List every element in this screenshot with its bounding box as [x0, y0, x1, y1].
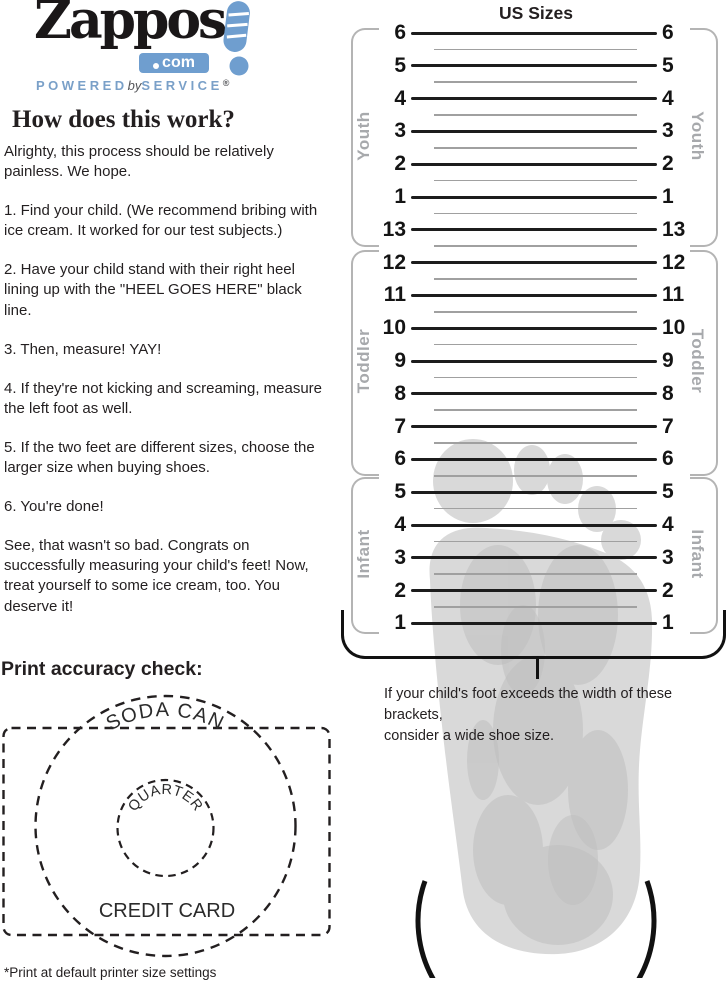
size-number-right-15: 4 [662, 513, 674, 536]
section-label-right-toddler: Toddler [688, 328, 707, 394]
size-line-4 [411, 524, 657, 527]
size-line-10 [411, 327, 657, 330]
wide-size-brace [341, 610, 726, 659]
size-number-right-8: 11 [662, 283, 685, 307]
size-number-left-16: 3 [394, 545, 406, 569]
half-size-line-8 [434, 311, 637, 313]
size-line-2 [411, 163, 657, 166]
print-accuracy-graphic [0, 680, 345, 980]
size-number-left-10: 9 [394, 349, 406, 372]
size-number-left-6: 13 [382, 217, 406, 241]
size-number-left-11: 8 [394, 381, 406, 405]
size-number-right-2: 4 [662, 86, 674, 110]
size-number-right-6: 13 [662, 217, 686, 241]
intro-paragraph-1: Alrighty, this process should be relatively painless. We hope. [4, 143, 274, 181]
second-toe [514, 445, 550, 495]
size-line-7 [411, 425, 657, 428]
size-number-right-13: 6 [662, 447, 674, 471]
dotcom-text: com [162, 54, 195, 71]
size-number-right-10: 9 [662, 349, 674, 372]
size-number-left-0: 6 [394, 21, 406, 44]
intro-paragraph-5: 4. If they're not kicking and screaming, measure the left foot as well. [4, 379, 323, 417]
size-number-left-9: 10 [382, 316, 406, 340]
size-number-left-1: 5 [394, 53, 406, 77]
half-size-line-6 [434, 245, 637, 247]
half-size-line-10 [434, 377, 637, 379]
size-line-1 [411, 196, 657, 199]
size-number-right-9: 10 [662, 316, 686, 340]
half-size-line-12 [434, 442, 637, 444]
ruler-title: US Sizes [499, 3, 573, 23]
half-size-line-11 [434, 409, 637, 411]
half-size-line-9 [434, 344, 637, 346]
size-number-left-15: 4 [394, 513, 406, 536]
tagline-powered: POWERED [36, 78, 128, 93]
size-number-left-13: 6 [394, 447, 406, 471]
half-size-line-15 [434, 541, 637, 543]
size-line-2 [411, 589, 657, 592]
size-number-left-12: 7 [394, 414, 406, 438]
intro-paragraph-8: See, that wasn't so bad. Congrats on successfully measuring your child's feet! Now, treat yourself to some ice cream, too. You deserve it! [4, 537, 309, 615]
half-size-line-0 [434, 49, 637, 51]
heel-arc-line [418, 881, 654, 978]
size-number-right-11: 8 [662, 381, 674, 405]
section-label-left-toddler: Toddler [354, 328, 373, 394]
half-size-line-4 [434, 180, 637, 182]
size-number-left-17: 2 [394, 578, 406, 602]
half-size-line-2 [434, 114, 637, 116]
intro-paragraph-4: 3. Then, measure! YAY! [4, 340, 162, 358]
size-number-left-5: 1 [394, 185, 406, 208]
size-line-9 [411, 360, 657, 363]
intro-paragraph-6: 5. If the two feet are different sizes, choose the larger size when buying shoes. [4, 438, 315, 477]
size-number-right-12: 7 [662, 414, 674, 438]
tagline-by: by [127, 78, 142, 93]
half-size-line-16 [434, 573, 637, 575]
size-number-left-3: 3 [394, 119, 406, 143]
size-number-right-0: 6 [662, 21, 674, 44]
size-number-right-7: 12 [662, 250, 686, 274]
third-toe [547, 454, 583, 504]
heel-goes-here-label [439, 977, 634, 978]
section-label-right-youth: Youth [688, 110, 707, 161]
size-number-right-5: 1 [662, 185, 674, 208]
size-line-5 [411, 491, 657, 494]
size-number-right-17: 2 [662, 578, 674, 602]
size-number-left-14: 5 [394, 480, 406, 504]
size-number-left-4: 2 [394, 152, 406, 176]
size-number-left-7: 12 [382, 250, 406, 274]
half-size-line-13 [434, 475, 637, 477]
intro-paragraph-2: 1. Find your child. (We recommend bribing with ice cream. It worked for our test subjects.) [4, 202, 318, 240]
section-label-left-youth: Youth [354, 110, 373, 161]
big-toe [433, 439, 513, 523]
section-label-left-infant: Infant [354, 528, 373, 579]
intro-paragraphs [4, 142, 326, 636]
quarter-label: QUARTER [125, 781, 206, 815]
size-line-6 [411, 458, 657, 461]
size-line-8 [411, 392, 657, 395]
size-line-5 [411, 64, 657, 67]
size-line-12 [411, 261, 657, 264]
size-number-right-18: 1 [662, 611, 674, 635]
registered-mark: ® [222, 78, 230, 88]
heel-goes-here-arc [405, 843, 670, 978]
half-size-line-3 [434, 147, 637, 149]
size-number-right-3: 3 [662, 119, 674, 143]
intro-paragraph-3: 2. Have your child stand with their right heel lining up with the "HEEL GOES HERE" black line. [4, 261, 302, 319]
size-number-left-2: 4 [394, 86, 406, 110]
half-size-line-7 [434, 278, 637, 280]
size-line-6 [411, 32, 657, 35]
wide-size-brace-stem [536, 656, 539, 679]
size-line-13 [411, 228, 657, 231]
half-size-line-14 [434, 508, 637, 510]
size-number-left-18: 1 [394, 611, 406, 635]
intro-heading: How does this work? [12, 106, 235, 133]
dot-icon [153, 63, 159, 69]
size-number-right-16: 3 [662, 545, 674, 569]
wide-size-note [384, 684, 720, 747]
size-number-left-8: 11 [383, 283, 406, 307]
shoe-exclamation-icon [216, 0, 258, 78]
intro-paragraph-7: 6. You're done! [4, 498, 104, 516]
half-size-line-17 [434, 606, 637, 608]
soda-can-label: SODA CAN [102, 698, 229, 736]
tagline-service: SERVICE [141, 78, 223, 93]
dotcom-badge [139, 53, 209, 73]
size-line-3 [411, 556, 657, 559]
size-number-right-1: 5 [662, 53, 674, 77]
half-size-line-5 [434, 213, 637, 215]
tagline [36, 78, 229, 93]
size-line-3 [411, 130, 657, 133]
accuracy-heading: Print accuracy check: [1, 658, 203, 680]
size-number-right-4: 2 [662, 152, 674, 176]
wide-note-line2: consider a wide shoe size. [384, 728, 555, 745]
credit-card-label: CREDIT CARD [98, 900, 236, 922]
size-line-11 [411, 294, 657, 297]
half-size-line-1 [434, 81, 637, 83]
size-number-right-14: 5 [662, 480, 674, 504]
size-line-4 [411, 97, 657, 100]
zappos-logo-wordmark: Zappos [34, 0, 225, 51]
accuracy-footnote: *Print at default printer size settings [4, 965, 217, 980]
wide-note-line1: If your child's foot exceeds the width of these brackets, [384, 686, 673, 724]
section-label-right-infant: Infant [688, 528, 707, 579]
